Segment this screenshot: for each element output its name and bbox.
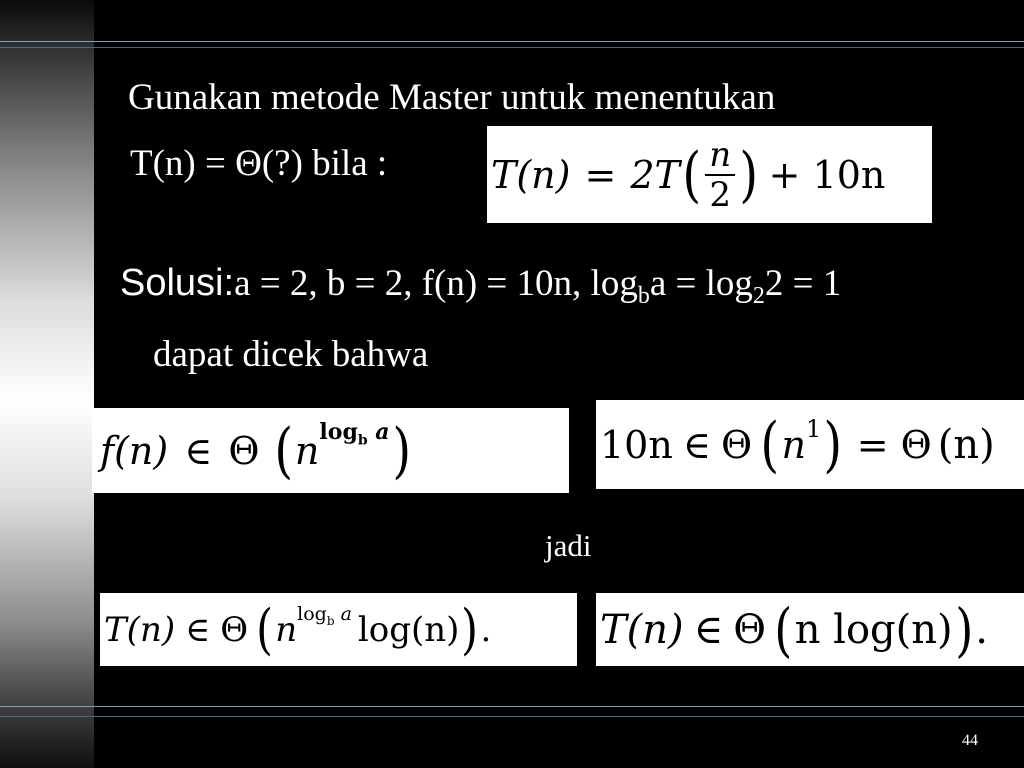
result2-dot: . (975, 606, 988, 653)
result1-base: n (275, 609, 298, 650)
check2-theta2: Θ (900, 422, 932, 467)
paren-close: ) (739, 139, 759, 210)
result2-lhs: T(n) (600, 606, 684, 653)
bottom-rule-2 (0, 716, 1024, 717)
result2-paren-close: ) (954, 595, 974, 664)
fraction-numerator: n (705, 138, 735, 176)
solusi-label: Solusi: (120, 262, 235, 304)
result1-dot: . (480, 609, 492, 650)
result2-theta: Θ (733, 606, 767, 653)
result1-theta: Θ (220, 609, 249, 650)
check-equation-1 (92, 408, 569, 493)
heading-line-1: Gunakan metode Master untuk menentukan (128, 77, 776, 118)
result1-tail: log(n) (357, 609, 460, 650)
solusi-sub-b: b (637, 283, 650, 310)
recurrence-equation (487, 126, 932, 223)
page-number: 44 (962, 732, 978, 749)
check2-paren-close: ) (823, 409, 843, 480)
result1-in: ∈ (185, 609, 211, 650)
result1-paren-close: ) (461, 597, 479, 661)
result-equation-2 (596, 593, 1024, 666)
check2-base: n (781, 422, 807, 467)
dapat-text: dapat dicek bahwa (153, 334, 429, 375)
check1-base: n (294, 428, 320, 473)
check2-theta: Θ (720, 422, 753, 467)
solusi-line (120, 262, 842, 310)
jadi-text: jadi (545, 528, 592, 563)
check2-arg: (n) (937, 421, 995, 468)
check1-paren-open: ( (273, 415, 293, 486)
solusi-expr: a = 2, b = 2, f(n) = 10n, log (234, 263, 638, 304)
recurrence-fraction (705, 134, 735, 215)
result1-paren-open: ( (256, 597, 274, 661)
check2-lhs: 10n (600, 422, 673, 467)
check1-in: ∈ (184, 428, 213, 473)
result1-exponent: logb a (297, 603, 352, 628)
check1-paren-close: ) (391, 415, 411, 486)
result2-in: ∈ (693, 606, 724, 653)
check2-eq: = (856, 422, 889, 467)
solusi-expr-2: a = log (649, 263, 753, 304)
top-rule-2 (0, 47, 1024, 48)
check2-paren-open: ( (760, 409, 780, 480)
result1-lhs: T(n) (104, 609, 176, 650)
check-equation-2: 10n ∈ Θ ( n $^1$ ) = Θ (n) (596, 400, 1024, 489)
result-equation-1 (100, 593, 577, 666)
result2-arg: n log(n) (794, 606, 953, 653)
recurrence-coef: 2T (630, 152, 680, 197)
check1-fn: f(n) (100, 428, 169, 473)
check1-exponent: logb a (319, 419, 390, 449)
bottom-rule (0, 706, 1024, 707)
heading-line-2: T(n) = Θ(?) bila : (130, 143, 388, 184)
recurrence-eq: = (584, 152, 617, 197)
solusi-sub-2: 2 (752, 283, 765, 310)
check1-theta: Θ (228, 428, 260, 473)
solusi-expr-3: 2 = 1 (764, 263, 842, 304)
recurrence-lhs: T(n) (491, 152, 571, 197)
recurrence-rest: + 10n (768, 152, 886, 197)
check2-in: ∈ (682, 422, 711, 467)
top-rule (0, 41, 1024, 42)
slide-sidebar-gradient (0, 0, 94, 768)
paren-open: ( (682, 139, 701, 210)
result2-paren-open: ( (774, 595, 793, 664)
fraction-denominator: 2 (709, 174, 732, 215)
